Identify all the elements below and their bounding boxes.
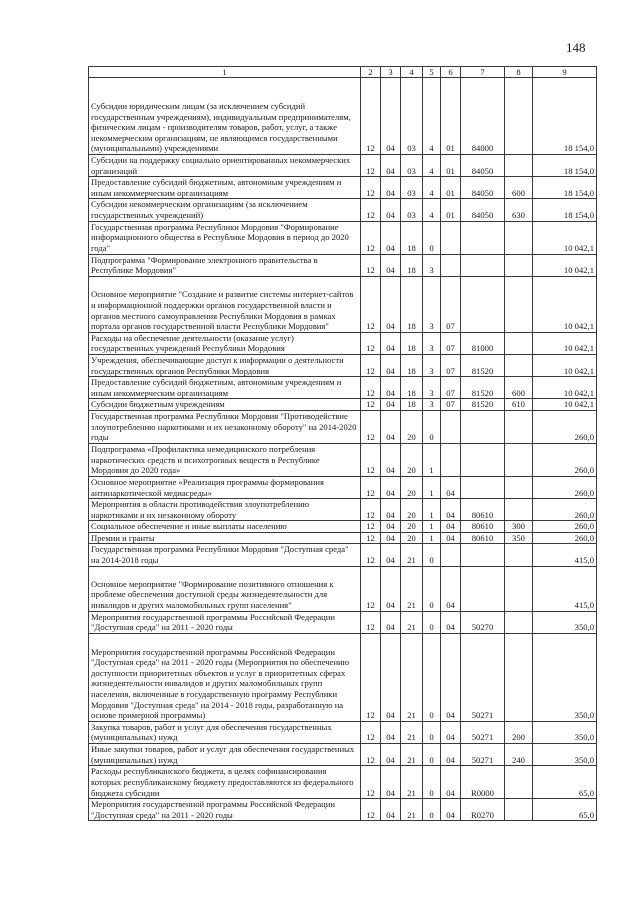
direction-code — [461, 221, 505, 254]
activity-code: 04 — [441, 633, 461, 721]
section-code: 12 — [361, 476, 381, 498]
table-row — [89, 443, 597, 476]
section-code: 12 — [361, 221, 381, 254]
amount: 260,0 — [533, 521, 597, 533]
activity-code: 07 — [441, 399, 461, 411]
row-name: Премии и гранты — [89, 532, 361, 544]
subprogram-code: 0 — [423, 566, 441, 611]
table-row — [89, 276, 597, 332]
subsection-code: 04 — [381, 177, 401, 199]
subsection-code: 04 — [381, 499, 401, 521]
amount: 18 154,0 — [533, 155, 597, 177]
subsection-code: 04 — [381, 399, 401, 411]
expense-type-code — [505, 544, 533, 566]
row-name: Основное мероприятие "Создание и развитие системы интернет-сайтов и информационной поддержки органов государственной власти и органов местного самоуправления Республики Мордовия в рамках портала органов государственной власти Республики Мордовия" — [89, 276, 361, 332]
header-col-7: 7 — [461, 67, 505, 78]
program-code: 20 — [401, 521, 423, 533]
subsection-code: 04 — [381, 633, 401, 721]
table-row — [89, 155, 597, 177]
direction-code: 81520 — [461, 399, 505, 411]
section-code: 12 — [361, 399, 381, 411]
program-code: 18 — [401, 332, 423, 354]
section-code: 12 — [361, 544, 381, 566]
direction-code: 50271 — [461, 633, 505, 721]
section-code: 12 — [361, 354, 381, 376]
subprogram-code: 0 — [423, 410, 441, 443]
table-row — [89, 799, 597, 821]
expense-type-code: 200 — [505, 721, 533, 743]
program-code: 21 — [401, 566, 423, 611]
direction-code: 81520 — [461, 377, 505, 399]
subprogram-code: 0 — [423, 744, 441, 766]
section-code: 12 — [361, 721, 381, 743]
expense-type-code — [505, 766, 533, 799]
table-row — [89, 566, 597, 611]
amount: 260,0 — [533, 410, 597, 443]
subsection-code: 04 — [381, 443, 401, 476]
row-name: Подпрограмма "Формирование электронного правительства в Республике Мордовия" — [89, 254, 361, 276]
direction-code — [461, 544, 505, 566]
section-code: 12 — [361, 276, 381, 332]
expense-type-code: 630 — [505, 199, 533, 221]
subprogram-code: 3 — [423, 276, 441, 332]
row-name: Субсидии юридическим лицам (за исключением субсидий государственным учреждениям), индивидуальным предпринимателям, физическим лицам - производителям товаров, работ, услуг, а также некоммерческим организациям, не являющимся государственными (муниципальными) учреждениями — [89, 78, 361, 155]
direction-code: 50271 — [461, 721, 505, 743]
row-name: Основное мероприятие «Реализация программы формирования антинаркотической медиасреды» — [89, 476, 361, 498]
direction-code: 81000 — [461, 332, 505, 354]
activity-code: 04 — [441, 476, 461, 498]
activity-code — [441, 544, 461, 566]
header-col-9: 9 — [533, 67, 597, 78]
section-code: 12 — [361, 443, 381, 476]
section-code: 12 — [361, 332, 381, 354]
header-col-2: 2 — [361, 67, 381, 78]
table-row — [89, 399, 597, 411]
row-name: Учреждения, обеспечивающие доступ к информации о деятельности государственных органов Республики Мордовия — [89, 354, 361, 376]
section-code: 12 — [361, 177, 381, 199]
table-row — [89, 177, 597, 199]
subsection-code: 04 — [381, 199, 401, 221]
program-code: 03 — [401, 177, 423, 199]
program-code: 21 — [401, 544, 423, 566]
table-row — [89, 744, 597, 766]
subsection-code: 04 — [381, 155, 401, 177]
direction-code: 84050 — [461, 155, 505, 177]
subsection-code: 04 — [381, 410, 401, 443]
amount: 260,0 — [533, 476, 597, 498]
table-body — [89, 78, 597, 821]
row-name: Субсидии некоммерческим организациям (за исключением государственных учреждений) — [89, 199, 361, 221]
row-name: Субсидии на поддержку социально ориентированных некоммерческих организаций — [89, 155, 361, 177]
header-row — [89, 67, 597, 78]
expense-type-code — [505, 254, 533, 276]
table-row — [89, 532, 597, 544]
section-code: 12 — [361, 766, 381, 799]
section-code: 12 — [361, 532, 381, 544]
program-code: 21 — [401, 721, 423, 743]
subprogram-code: 1 — [423, 499, 441, 521]
amount: 18 154,0 — [533, 177, 597, 199]
activity-code: 01 — [441, 199, 461, 221]
program-code: 03 — [401, 199, 423, 221]
section-code: 12 — [361, 633, 381, 721]
subprogram-code: 3 — [423, 399, 441, 411]
section-code: 12 — [361, 199, 381, 221]
amount: 10 042,1 — [533, 276, 597, 332]
table-row — [89, 78, 597, 155]
table-row — [89, 410, 597, 443]
program-code: 21 — [401, 799, 423, 821]
section-code: 12 — [361, 254, 381, 276]
subsection-code: 04 — [381, 276, 401, 332]
expense-type-code: 350 — [505, 532, 533, 544]
row-name: Государственная программа Республики Мордовия "Формирование информационного общества в Республике Мордовия в период до 2020 года" — [89, 221, 361, 254]
row-name: Мероприятия государственной программы Российской Федерации "Доступная среда" на 2011 - 2020 годы (Мероприятия по обеспечению доступности приоритетных объектов и услуг в приоритетных сферах жизнедеятельности инвалидов и других маломобильных групп населения, включенные в государственную программу Республики Мордовия "Доступная среда" на 2014 - 2018 годы, разработанную на основе примерной программы) — [89, 633, 361, 721]
subprogram-code: 1 — [423, 521, 441, 533]
expense-type-code — [505, 410, 533, 443]
subsection-code: 04 — [381, 566, 401, 611]
row-name: Мероприятия государственной программы Российской Федерации "Доступная среда" на 2011 - 2020 годы — [89, 799, 361, 821]
program-code: 18 — [401, 254, 423, 276]
table-row — [89, 633, 597, 721]
expense-type-code — [505, 633, 533, 721]
amount: 350,0 — [533, 611, 597, 633]
table-row — [89, 254, 597, 276]
expense-type-code — [505, 611, 533, 633]
amount: 350,0 — [533, 744, 597, 766]
expense-type-code — [505, 221, 533, 254]
subsection-code: 04 — [381, 78, 401, 155]
direction-code: 80610 — [461, 499, 505, 521]
section-code: 12 — [361, 566, 381, 611]
amount: 65,0 — [533, 766, 597, 799]
amount: 415,0 — [533, 544, 597, 566]
table-row — [89, 199, 597, 221]
expense-type-code — [505, 499, 533, 521]
subprogram-code: 0 — [423, 221, 441, 254]
activity-code — [441, 221, 461, 254]
subsection-code: 04 — [381, 799, 401, 821]
subsection-code: 04 — [381, 521, 401, 533]
subsection-code: 04 — [381, 721, 401, 743]
program-code: 21 — [401, 766, 423, 799]
table-row — [89, 611, 597, 633]
program-code: 18 — [401, 377, 423, 399]
header-col-4: 4 — [401, 67, 423, 78]
row-name: Мероприятия в области противодействия злоупотреблению наркотиками и их незаконному обороту — [89, 499, 361, 521]
program-code: 20 — [401, 410, 423, 443]
row-name: Государственная программа Республики Мордовия "Противодействие злоупотреблению наркотиками и их незаконному обороту" на 2014-2020 годы — [89, 410, 361, 443]
activity-code: 04 — [441, 721, 461, 743]
expense-type-code — [505, 155, 533, 177]
subsection-code: 04 — [381, 476, 401, 498]
direction-code: 81520 — [461, 354, 505, 376]
subprogram-code: 0 — [423, 611, 441, 633]
table-row — [89, 377, 597, 399]
direction-code — [461, 443, 505, 476]
activity-code: 04 — [441, 766, 461, 799]
activity-code — [441, 410, 461, 443]
subprogram-code: 3 — [423, 377, 441, 399]
subprogram-code: 3 — [423, 254, 441, 276]
subprogram-code: 0 — [423, 633, 441, 721]
program-code: 21 — [401, 744, 423, 766]
amount: 10 042,1 — [533, 354, 597, 376]
section-code: 12 — [361, 499, 381, 521]
expense-type-code — [505, 276, 533, 332]
amount: 350,0 — [533, 721, 597, 743]
program-code: 18 — [401, 276, 423, 332]
program-code: 20 — [401, 499, 423, 521]
table-row — [89, 221, 597, 254]
activity-code — [441, 443, 461, 476]
direction-code: R0000 — [461, 766, 505, 799]
program-code: 20 — [401, 532, 423, 544]
row-name: Предоставление субсидий бюджетным, автономным учреждениям и иным некоммерческим организациям — [89, 377, 361, 399]
activity-code: 04 — [441, 566, 461, 611]
program-code: 21 — [401, 611, 423, 633]
row-name: Предоставление субсидий бюджетным, автономным учреждениям и иным некоммерческим организациям — [89, 177, 361, 199]
direction-code — [461, 276, 505, 332]
amount: 10 042,1 — [533, 332, 597, 354]
subsection-code: 04 — [381, 766, 401, 799]
table-row — [89, 766, 597, 799]
expense-type-code — [505, 799, 533, 821]
subprogram-code: 3 — [423, 332, 441, 354]
activity-code: 04 — [441, 799, 461, 821]
subsection-code: 04 — [381, 532, 401, 544]
row-name: Социальное обеспечение и иные выплаты населению — [89, 521, 361, 533]
amount: 350,0 — [533, 633, 597, 721]
expense-type-code — [505, 354, 533, 376]
activity-code: 04 — [441, 611, 461, 633]
expense-type-code: 610 — [505, 399, 533, 411]
expense-type-code — [505, 566, 533, 611]
program-code: 18 — [401, 221, 423, 254]
activity-code: 04 — [441, 532, 461, 544]
direction-code — [461, 476, 505, 498]
program-code: 20 — [401, 443, 423, 476]
budget-table — [88, 66, 597, 821]
subprogram-code: 4 — [423, 78, 441, 155]
amount: 260,0 — [533, 443, 597, 476]
activity-code: 01 — [441, 78, 461, 155]
row-name: Мероприятия государственной программы Российской Федерации "Доступная среда" на 2011 - 2020 годы — [89, 611, 361, 633]
program-code: 20 — [401, 476, 423, 498]
header-col-8: 8 — [505, 67, 533, 78]
expense-type-code — [505, 78, 533, 155]
row-name: Основное мероприятие "Формирование позитивного отношения к проблеме обеспечения доступной среды жизнедеятельности для инвалидов и других маломобильных групп населения" — [89, 566, 361, 611]
row-name: Иные закупки товаров, работ и услуг для обеспечения государственных (муниципальных) нужд — [89, 744, 361, 766]
direction-code: 84050 — [461, 177, 505, 199]
subsection-code: 04 — [381, 254, 401, 276]
amount: 260,0 — [533, 499, 597, 521]
direction-code: R0270 — [461, 799, 505, 821]
subsection-code: 04 — [381, 332, 401, 354]
program-code: 21 — [401, 633, 423, 721]
table-row — [89, 332, 597, 354]
activity-code: 07 — [441, 276, 461, 332]
expense-type-code: 600 — [505, 377, 533, 399]
direction-code: 50271 — [461, 744, 505, 766]
table-row — [89, 476, 597, 498]
subsection-code: 04 — [381, 744, 401, 766]
direction-code: 84050 — [461, 199, 505, 221]
expense-type-code: 240 — [505, 744, 533, 766]
activity-code: 04 — [441, 499, 461, 521]
amount: 65,0 — [533, 799, 597, 821]
section-code: 12 — [361, 410, 381, 443]
header-col-1: 1 — [89, 67, 361, 78]
direction-code — [461, 254, 505, 276]
program-code: 03 — [401, 155, 423, 177]
amount: 260,0 — [533, 532, 597, 544]
amount: 18 154,0 — [533, 199, 597, 221]
row-name: Подпрограмма «Профилактика немедицинского потребления наркотических средств и психотропных веществ в Республике Мордовия до 2020 года» — [89, 443, 361, 476]
expense-type-code: 600 — [505, 177, 533, 199]
section-code: 12 — [361, 155, 381, 177]
direction-code: 84000 — [461, 78, 505, 155]
activity-code — [441, 254, 461, 276]
table-row — [89, 721, 597, 743]
program-code: 03 — [401, 78, 423, 155]
amount: 18 154,0 — [533, 78, 597, 155]
header-col-3: 3 — [381, 67, 401, 78]
row-name: Государственная программа Республики Мордовия "Доступная среда" на 2014-2018 годы — [89, 544, 361, 566]
subsection-code: 04 — [381, 377, 401, 399]
activity-code: 01 — [441, 177, 461, 199]
section-code: 12 — [361, 377, 381, 399]
direction-code: 80610 — [461, 532, 505, 544]
subprogram-code: 0 — [423, 721, 441, 743]
program-code: 18 — [401, 399, 423, 411]
activity-code: 04 — [441, 521, 461, 533]
header-col-6: 6 — [441, 67, 461, 78]
program-code: 18 — [401, 354, 423, 376]
expense-type-code — [505, 443, 533, 476]
amount: 10 042,1 — [533, 399, 597, 411]
row-name: Закупка товаров, работ и услуг для обеспечения государственных (муниципальных) нужд — [89, 721, 361, 743]
row-name: Субсидии бюджетным учреждениям — [89, 399, 361, 411]
expense-type-code: 300 — [505, 521, 533, 533]
amount: 10 042,1 — [533, 254, 597, 276]
amount: 10 042,1 — [533, 221, 597, 254]
subprogram-code: 1 — [423, 443, 441, 476]
activity-code: 07 — [441, 377, 461, 399]
amount: 415,0 — [533, 566, 597, 611]
activity-code: 04 — [441, 744, 461, 766]
subprogram-code: 3 — [423, 354, 441, 376]
subsection-code: 04 — [381, 221, 401, 254]
amount: 10 042,1 — [533, 377, 597, 399]
subsection-code: 04 — [381, 544, 401, 566]
activity-code: 01 — [441, 155, 461, 177]
subprogram-code: 0 — [423, 766, 441, 799]
subprogram-code: 0 — [423, 544, 441, 566]
page-number: 148 — [566, 40, 586, 55]
subprogram-code: 0 — [423, 799, 441, 821]
subsection-code: 04 — [381, 611, 401, 633]
subprogram-code: 4 — [423, 155, 441, 177]
activity-code: 07 — [441, 354, 461, 376]
section-code: 12 — [361, 611, 381, 633]
row-name: Расходы на обеспечение деятельности (оказание услуг) государственных учреждений Республики Мордовия — [89, 332, 361, 354]
subprogram-code: 1 — [423, 532, 441, 544]
subprogram-code: 4 — [423, 199, 441, 221]
table-row — [89, 521, 597, 533]
direction-code — [461, 410, 505, 443]
section-code: 12 — [361, 744, 381, 766]
table-row — [89, 354, 597, 376]
header-col-5: 5 — [423, 67, 441, 78]
section-code: 12 — [361, 521, 381, 533]
table-row — [89, 499, 597, 521]
subprogram-code: 4 — [423, 177, 441, 199]
subsection-code: 04 — [381, 354, 401, 376]
activity-code: 07 — [441, 332, 461, 354]
table-row — [89, 544, 597, 566]
row-name: Расходы республиканского бюджета, в целях софинансирования которых республиканскому бюджету предоставляются из федерального бюджета субсидии — [89, 766, 361, 799]
direction-code: 50270 — [461, 611, 505, 633]
section-code: 12 — [361, 78, 381, 155]
direction-code: 80610 — [461, 521, 505, 533]
section-code: 12 — [361, 799, 381, 821]
expense-type-code — [505, 476, 533, 498]
subprogram-code: 1 — [423, 476, 441, 498]
expense-type-code — [505, 332, 533, 354]
direction-code — [461, 566, 505, 611]
